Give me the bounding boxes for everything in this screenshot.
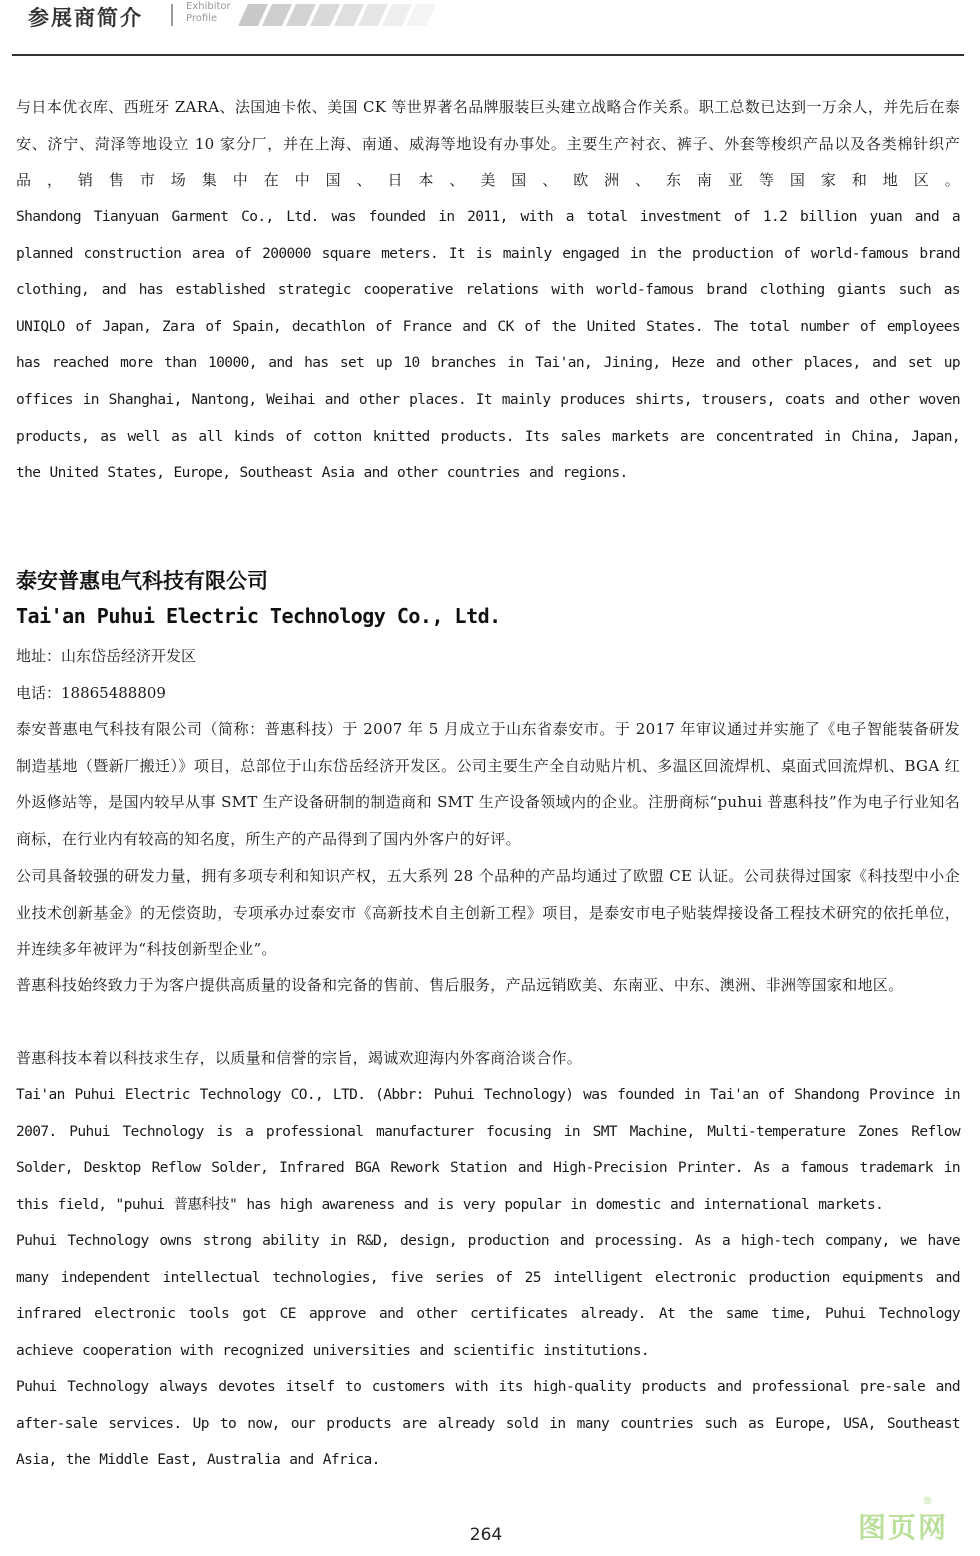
header-rule	[12, 54, 964, 56]
header-subtitle	[186, 1, 231, 25]
company-name-en: Tai'an Puhui Electric Technology Co., Ltd.	[16, 604, 501, 628]
header-subtitle-line1: Exhibitor	[186, 1, 231, 12]
company-address: 地址：山东岱岳经济开发区	[16, 647, 197, 665]
company-name-zh: 泰安普惠电气科技有限公司	[16, 569, 268, 593]
header-subtitle-line2: Profile	[186, 13, 218, 24]
page-header	[0, 0, 980, 58]
header-stripes-decoration	[238, 4, 438, 26]
company-en-paragraph-3: Puhui Technology always devotes itself to customers with its high-quality products and professional pre-sale and after-sale services. Up to now, our products are already sold in many countries such as Europe, USA, Southeast Asia, the Middle East, Australia and Africa.	[16, 1379, 960, 1469]
company-zh-paragraph-2: 公司具备较强的研发力量，拥有多项专利和知识产权，五大系列 28 个品种的产品均通过了欧盟 CE 认证。公司获得过国家《科技型中小企业技术创新基金》的无偿资助，专项承办过泰安市《高新技术自主创新工程》项目，是泰安市电子贴装焊接设备工程技术研究的依托单位，并连续多年被评为“科技创新型企业”。	[16, 867, 960, 959]
watermark-text: 图页网	[858, 1511, 949, 1544]
company-phone: 电话：18865488809	[16, 684, 166, 702]
page-number: 264	[469, 1525, 503, 1545]
header-title: 参展商简介	[28, 6, 143, 30]
company-zh-paragraph-4: 普惠科技本着以科技求生存，以质量和信誉的宗旨，竭诚欢迎海内外客商洽谈合作。	[16, 1049, 583, 1067]
header-divider	[171, 4, 173, 26]
company-en-paragraph-1: Tai'an Puhui Electric Technology CO., LTD. (Abbr: Puhui Technology) was founded in Tai'an of Shandong Province in 2007. Puhui Technology is a professional manufacturer focusing in SMT Machine, Multi-temperature Zones Reflow Solder, Desktop Reflow Solder, Infrared BGA Rework Station and High-Precision Printer. As a famous trademark in this field, "puhui 普惠科技" has high awareness and is very popular in domestic and international markets.	[16, 1087, 960, 1213]
section1-en-paragraph: Shandong Tianyuan Garment Co., Ltd. was founded in 2011, with a total investment of 1.2 billion yuan and a planned construction area of 200000 square meters. It is mainly engaged in the production of world-famous brand clothing, and has established strategic cooperative relations with world-famous brand clothing giants such as UNIQLO of Japan, Zara of Spain, decathlon of France and CK of the United States. The total number of employees has reached more than 10000, and has set up 10 branches in Tai'an, Jining, Heze and other places, and set up offices in Shanghai, Nantong, Weihai and other places. It mainly produces shirts, trousers, coats and other woven products, as well as all kinds of cotton knitted products. Its sales markets are concentrated in China, Japan, the United States, Europe, Southeast Asia and other countries and regions.	[16, 209, 960, 482]
company-en-paragraph-2: Puhui Technology owns strong ability in R&D, design, production and processing. As a high-tech company, we have many independent intellectual technologies, five series of 25 intelligent electronic production equipments and infrared electronic tools got CE approve and other certificates already. At the same time, Puhui Technology achieve cooperation with recognized universities and scientific institutions.	[16, 1233, 960, 1359]
watermark-logo	[858, 1496, 968, 1546]
registered-mark-icon: ®	[922, 1494, 933, 1507]
company-zh-paragraph-1: 泰安普惠电气科技有限公司（简称：普惠科技）于 2007 年 5 月成立于山东省泰安市。于 2017 年审议通过并实施了《电子智能装备研发制造基地（暨新厂搬迁）》项目，总部位于山东岱岳经济开发区。公司主要生产全自动贴片机、多温区回流焊机、桌面式回流焊机、BGA 红外返修站等，是国内较早从事 SMT 生产设备研制的制造商和 SMT 生产设备领域内的企业。注册商标“puhui 普惠科技”作为电子行业知名商标，在行业内有较高的知名度，所生产的产品得到了国内外客户的好评。	[16, 720, 960, 848]
section1-zh-paragraph: 与日本优衣库、西班牙 ZARA、法国迪卡侬、美国 CK 等世界著名品牌服装巨头建立战略合作关系。职工总数已达到一万余人，并先后在泰安、济宁、菏泽等地设立 10 家分厂，并在上海、南通、威海等地设有办事处。主要生产衬衣、裤子、外套等梭织产品以及各类棉针织产品，销售市场集中在中国、日本、美国、欧洲、东南亚等国家和地区。	[16, 98, 960, 190]
company-zh-paragraph-3: 普惠科技始终致力于为客户提供高质量的设备和完备的售前、售后服务，产品远销欧美、东南亚、中东、澳洲、非洲等国家和地区。	[16, 976, 904, 994]
